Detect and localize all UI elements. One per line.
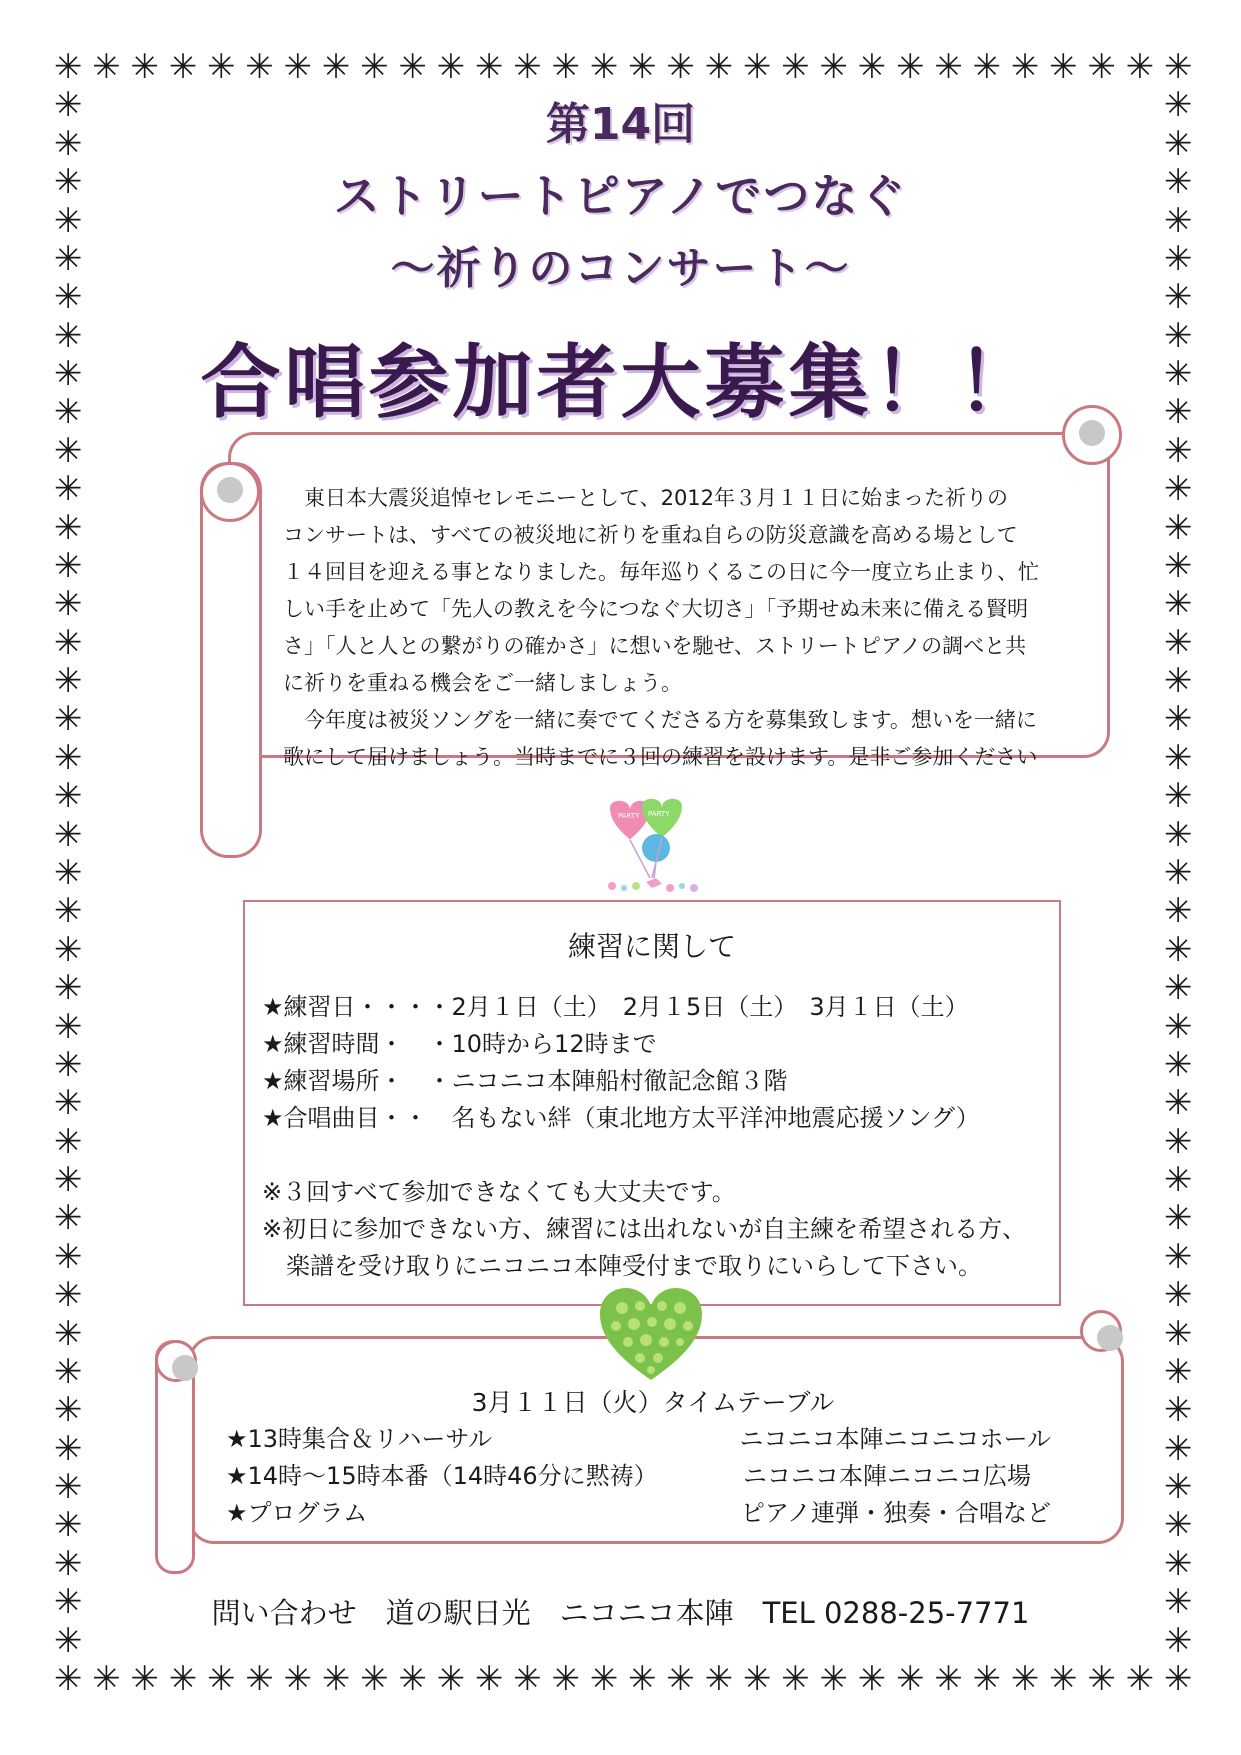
asterisk-flower-icon: ✳ [1010,1659,1040,1699]
balloon-label: PARTY [648,810,670,818]
asterisk-flower-icon: ✳ [54,699,83,740]
asterisk-flower-icon: ✳ [628,1659,657,1699]
asterisk-flower-icon: ✳ [54,1659,83,1699]
asterisk-flower-icon: ✳ [1164,1428,1193,1469]
balloon-label: PARTY [618,812,640,820]
asterisk-flower-icon: ✳ [1164,622,1193,663]
asterisk-flower-icon: ✳ [1049,47,1078,87]
asterisk-flower-icon: ✳ [666,1659,695,1699]
asterisk-flower-icon: ✳ [1010,47,1040,87]
asterisk-flower-icon: ✳ [54,891,83,932]
asterisk-flower-icon: ✳ [54,737,83,778]
asterisk-flower-icon: ✳ [398,47,427,87]
asterisk-flower-icon: ✳ [54,200,83,241]
intro-line: さ」「人と人との繋がりの確かさ」に想いを馳せ、ストリートピアノの調べと共 [283,634,1027,658]
asterisk-flower-icon: ✳ [475,1659,504,1699]
asterisk-flower-icon: ✳ [857,47,887,87]
asterisk-flower-icon: ✳ [321,1659,351,1699]
asterisk-flower-icon: ✳ [54,430,83,471]
asterisk-flower-icon: ✳ [742,47,772,87]
asterisk-flower-icon: ✳ [1164,699,1193,740]
practice-item: ★練習場所・ ・ニコニコ本陣船村徹記念館３階 [262,1067,788,1095]
concert-subtitle: ～祈りのコンサート～ [390,243,851,294]
asterisk-flower-icon: ✳ [1164,315,1193,356]
asterisk-flower-icon: ✳ [321,47,351,87]
asterisk-flower-icon: ✳ [1164,968,1193,1009]
asterisk-flower-icon: ✳ [1164,814,1193,855]
asterisk-flower-icon: ✳ [54,1083,83,1124]
asterisk-flower-icon: ✳ [781,47,810,87]
asterisk-flower-icon: ✳ [1164,1351,1193,1392]
asterisk-flower-icon: ✳ [54,584,83,625]
intro-line: に祈りを重ねる機会をご一緒しましょう。 [283,671,682,695]
concert-title: ストリートピアノでつなぐ [333,169,908,223]
asterisk-flower-icon: ✳ [54,1467,83,1508]
asterisk-flower-icon: ✳ [1164,1505,1193,1546]
asterisk-flower-icon: ✳ [781,1659,810,1699]
asterisk-flower-icon: ✳ [54,814,83,855]
asterisk-flower-icon: ✳ [1164,929,1193,970]
asterisk-flower-icon: ✳ [1164,1543,1193,1584]
timetable-place: ニコニコ本陣ニコニコホール [739,1425,1051,1453]
asterisk-flower-icon: ✳ [54,929,83,970]
asterisk-flower-icon: ✳ [1164,776,1193,817]
asterisk-flower-icon: ✳ [54,392,83,433]
asterisk-flower-icon: ✳ [54,507,83,548]
intro-line: コンサートは、すべての被災地に祈りを重ね自らの防災意識を高める場として [283,523,1018,547]
asterisk-flower-icon: ✳ [704,47,734,87]
asterisk-flower-icon: ✳ [819,47,849,87]
asterisk-flower-icon: ✳ [54,1198,83,1239]
practice-note: ※３回すべて参加できなくても大丈夫です。 [262,1178,736,1206]
asterisk-flower-icon: ✳ [54,1390,83,1431]
intro-text [283,480,1083,776]
asterisk-flower-icon: ✳ [92,47,121,87]
asterisk-flower-icon: ✳ [245,1659,274,1699]
clover-heart-icon [596,1286,706,1386]
asterisk-flower-icon: ✳ [245,47,274,87]
asterisk-flower-icon: ✳ [54,1160,83,1201]
asterisk-flower-icon: ✳ [360,1659,389,1699]
asterisk-flower-icon: ✳ [896,47,925,87]
asterisk-flower-icon: ✳ [360,47,389,87]
asterisk-flower-icon: ✳ [1164,1198,1193,1239]
edition-label: 第14回 [545,99,696,150]
asterisk-flower-icon: ✳ [1087,1659,1116,1699]
asterisk-flower-icon: ✳ [168,1659,198,1699]
intro-line: 今年度は被災ソングを一緒に奏でてくださる方を募集致します。想いを一緒に [283,708,1037,732]
asterisk-flower-icon: ✳ [436,1659,466,1699]
asterisk-flower-icon: ✳ [54,1428,83,1469]
asterisk-flower-icon: ✳ [1164,545,1193,586]
asterisk-flower-icon: ✳ [1164,277,1193,318]
asterisk-flower-icon: ✳ [704,1659,734,1699]
asterisk-flower-icon: ✳ [54,1236,83,1277]
practice-item: ★合唱曲目・・ 名もない絆（東北地方太平洋沖地震応援ソング） [262,1104,980,1132]
asterisk-flower-icon: ✳ [54,277,83,318]
asterisk-flower-icon: ✳ [972,47,1002,87]
practice-note: ※初日に参加できない方、練習には出れないが自主練を希望される方、 [262,1215,1027,1243]
asterisk-flower-icon: ✳ [54,622,83,663]
asterisk-flower-icon: ✳ [589,47,619,87]
scroll-curl-icon [155,1340,197,1382]
scroll-curl-icon [1080,1310,1122,1352]
asterisk-flower-icon: ✳ [551,47,581,87]
asterisk-flower-icon: ✳ [589,1659,619,1699]
asterisk-flower-icon: ✳ [207,47,236,87]
asterisk-flower-icon: ✳ [398,1659,427,1699]
asterisk-flower-icon: ✳ [628,47,657,87]
asterisk-flower-icon: ✳ [54,661,83,702]
asterisk-flower-icon: ✳ [934,47,963,87]
asterisk-flower-icon: ✳ [436,47,466,87]
asterisk-flower-icon: ✳ [1164,123,1193,164]
asterisk-flower-icon: ✳ [54,1006,83,1047]
asterisk-flower-icon: ✳ [1087,47,1116,87]
asterisk-flower-icon: ✳ [1164,354,1193,395]
asterisk-flower-icon: ✳ [54,469,83,510]
asterisk-flower-icon: ✳ [1164,584,1193,625]
asterisk-flower-icon: ✳ [1164,1006,1193,1047]
asterisk-flower-icon: ✳ [283,47,313,87]
asterisk-flower-icon: ✳ [896,1659,925,1699]
asterisk-flower-icon: ✳ [1125,47,1155,87]
asterisk-flower-icon: ✳ [54,776,83,817]
asterisk-flower-icon: ✳ [513,47,542,87]
asterisk-flower-icon: ✳ [54,1543,83,1584]
asterisk-flower-icon: ✳ [54,1044,83,1085]
asterisk-flower-icon: ✳ [513,1659,542,1699]
asterisk-flower-icon: ✳ [1164,1236,1193,1277]
asterisk-flower-icon: ✳ [1164,1313,1193,1354]
asterisk-flower-icon: ✳ [54,354,83,395]
asterisk-flower-icon: ✳ [857,1659,887,1699]
asterisk-flower-icon: ✳ [1164,507,1193,548]
asterisk-flower-icon: ✳ [1164,1044,1193,1085]
practice-item: ★練習時間・ ・10時から12時まで [262,1030,657,1058]
asterisk-flower-icon: ✳ [1164,1390,1193,1431]
practice-note: 楽譜を受け取りにニコニコ本陣受付まで取りにいらして下さい。 [262,1252,982,1280]
timetable-place: ピアノ連弾・独奏・合唱など [740,1499,1051,1527]
asterisk-flower-icon: ✳ [1164,1620,1193,1661]
asterisk-flower-icon: ✳ [54,315,83,356]
asterisk-flower-icon: ✳ [54,1121,83,1162]
asterisk-flower-icon: ✳ [1164,1659,1193,1699]
intro-line: 歌にして届けましょう。当時までに３回の練習を設けます。是非ご参加ください [283,745,1038,769]
practice-heading: 練習に関して [567,930,736,963]
asterisk-flower-icon: ✳ [1164,1275,1193,1316]
scroll-curl-icon [200,462,260,522]
asterisk-flower-icon: ✳ [819,1659,849,1699]
balloons-icon [600,798,710,898]
asterisk-flower-icon: ✳ [1164,469,1193,510]
asterisk-flower-icon: ✳ [54,1275,83,1316]
asterisk-flower-icon: ✳ [1164,238,1193,279]
timetable-place: ニコニコ本陣ニコニコ広場 [743,1462,1031,1490]
asterisk-flower-icon: ✳ [54,1620,83,1661]
asterisk-flower-icon: ✳ [1164,1582,1193,1623]
asterisk-flower-icon: ✳ [1164,162,1193,203]
asterisk-flower-icon: ✳ [1125,1659,1155,1699]
asterisk-flower-icon: ✳ [475,47,504,87]
asterisk-flower-icon: ✳ [1164,661,1193,702]
headline: 合唱参加者大募集！！ [200,336,1041,429]
asterisk-flower-icon: ✳ [283,1659,313,1699]
asterisk-flower-icon: ✳ [1164,1121,1193,1162]
asterisk-flower-icon: ✳ [1164,853,1193,893]
asterisk-flower-icon: ✳ [54,162,83,203]
asterisk-flower-icon: ✳ [1164,430,1193,471]
asterisk-flower-icon: ✳ [934,1659,963,1699]
asterisk-flower-icon: ✳ [54,123,83,164]
asterisk-flower-icon: ✳ [54,1582,83,1623]
asterisk-flower-icon: ✳ [54,238,83,279]
intro-line: しい手を止めて「先人の教えを今につなぐ大切さ」「予期せぬ未来に備える賢明 [283,597,1029,621]
timetable-item: ★13時集合＆リハーサル [226,1425,493,1453]
asterisk-flower-icon: ✳ [742,1659,772,1699]
asterisk-flower-icon: ✳ [207,1659,236,1699]
asterisk-flower-icon: ✳ [1164,392,1193,433]
practice-item: ★練習日・・・・2月１日（土） 2月１5日（土） 3月１日（土） [262,993,969,1021]
asterisk-flower-icon: ✳ [54,968,83,1009]
asterisk-flower-icon: ✳ [1164,737,1193,778]
asterisk-flower-icon: ✳ [1164,47,1193,87]
contact-info: 問い合わせ 道の駅日光 ニコニコ本陣 TEL 0288-25-7771 [211,1596,1030,1630]
asterisk-flower-icon: ✳ [54,1313,83,1354]
asterisk-flower-icon: ✳ [1164,1083,1193,1124]
asterisk-flower-icon: ✳ [54,853,83,893]
asterisk-flower-icon: ✳ [54,85,83,126]
intro-line: １４回目を迎える事となりました。毎年巡りくるこの日に今一度立ち止まり、忙 [283,560,1039,584]
asterisk-flower-icon: ✳ [130,47,160,87]
timetable-item: ★プログラム [226,1499,368,1527]
asterisk-flower-icon: ✳ [54,545,83,586]
asterisk-flower-icon: ✳ [92,1659,121,1699]
asterisk-flower-icon: ✳ [1164,85,1193,126]
asterisk-flower-icon: ✳ [54,1351,83,1392]
asterisk-flower-icon: ✳ [666,47,695,87]
asterisk-flower-icon: ✳ [1164,891,1193,932]
scroll-curl-icon [1062,405,1122,465]
asterisk-flower-icon: ✳ [168,47,198,87]
asterisk-flower-icon: ✳ [1164,1467,1193,1508]
asterisk-flower-icon: ✳ [1164,200,1193,241]
asterisk-flower-icon: ✳ [130,1659,160,1699]
asterisk-flower-icon: ✳ [54,47,83,87]
timetable-heading: 3月１１日（火）タイムテーブル [471,1388,835,1417]
asterisk-flower-icon: ✳ [54,1505,83,1546]
timetable-item: ★14時～15時本番（14時46分に黙祷） [226,1462,658,1490]
asterisk-flower-icon: ✳ [1164,1160,1193,1201]
asterisk-flower-icon: ✳ [551,1659,581,1699]
intro-line: 東日本大震災追悼セレモニーとして、2012年３月１１日に始まった祈りの [283,486,1009,510]
asterisk-flower-icon: ✳ [1049,1659,1078,1699]
asterisk-flower-icon: ✳ [972,1659,1002,1699]
